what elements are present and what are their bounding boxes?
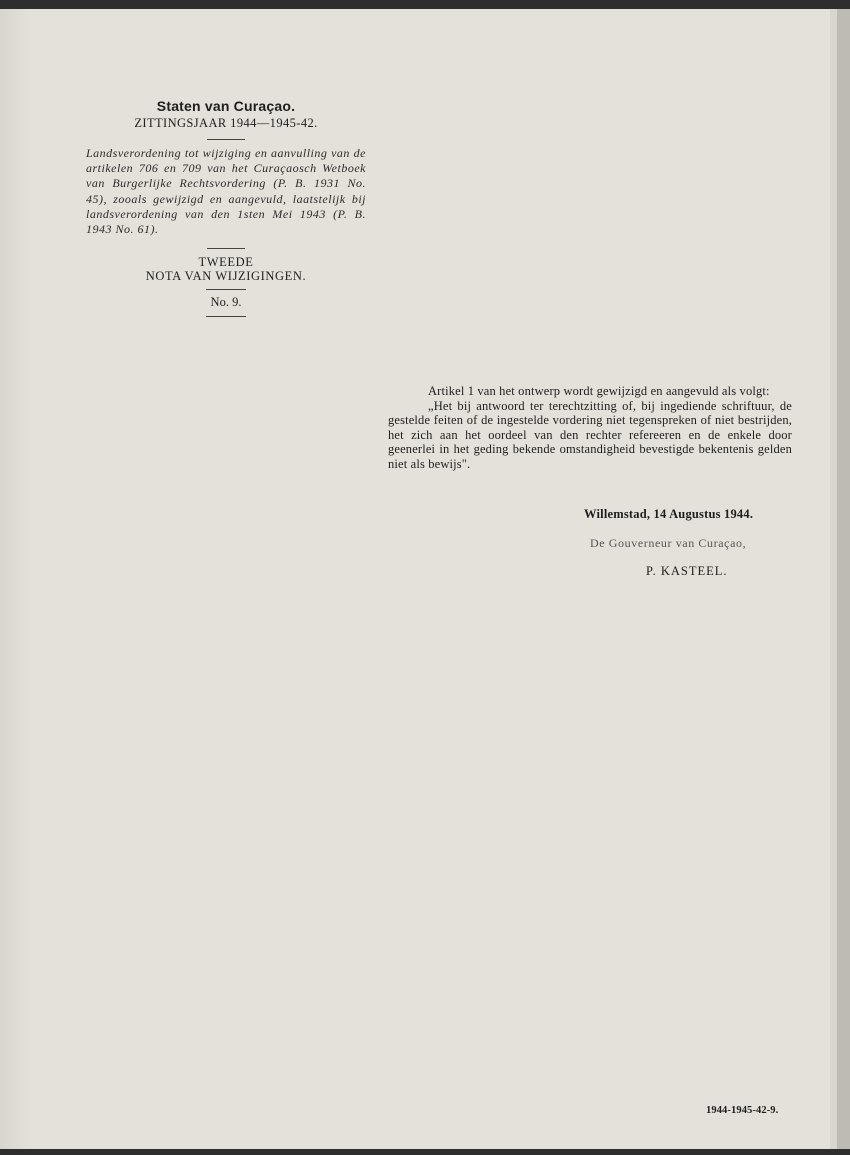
divider [206, 289, 246, 290]
session-year: ZITTINGSJAAR 1944—1945-42. [134, 116, 318, 130]
divider [207, 248, 245, 249]
scan-border-top [0, 0, 850, 9]
scan-border-bottom [0, 1149, 850, 1155]
organization-name: Staten van Curaçao. [156, 98, 296, 114]
page-edge [837, 9, 850, 1149]
note-title-line1: TWEEDE [198, 255, 254, 270]
amendment-body [388, 384, 792, 472]
divider [206, 316, 246, 317]
divider [207, 139, 245, 140]
governor-title: De Gouverneur van Curaçao, [590, 536, 747, 550]
header-block [86, 97, 366, 321]
document-reference: 1944-1945-42-9. [706, 1105, 779, 1116]
page-edge-shadow [830, 9, 837, 1149]
ordinance-title: Landsverordening tot wijziging en aanvulling van de artikelen 706 en 709 van het Curaçaosch Wetboek van Burgerlijke Rechtsvordering (P. B. 1931 No. 45), zooals gewijzigd en aangevuld, laatstelijk bij landsverordening van den 1sten Mei 1943 (P. B. 1943 No. 61). [86, 146, 366, 237]
note-title-line2: NOTA VAN WIJZIGINGEN. [145, 269, 307, 284]
signature: P. KASTEEL. [646, 564, 728, 578]
note-number: No. 9. [210, 295, 242, 310]
place-date: Willemstad, 14 Augustus 1944. [584, 507, 754, 521]
amendment-quote: „Het bij antwoord ter terechtzitting of, bij ingediende schriftuur, de gestelde feiten of de ingestelde vordering niet tegenspreken of niet bestrijden, het zich aan het oordeel van den rechter refereeren en de enkele door geenerlei in het geding bekende omstandigheid bevestigde bekentenis gelden niet als bewijs". [388, 398, 792, 471]
amendment-intro: Artikel 1 van het ontwerp wordt gewijzigd en aangevuld als volgt: [428, 384, 770, 398]
